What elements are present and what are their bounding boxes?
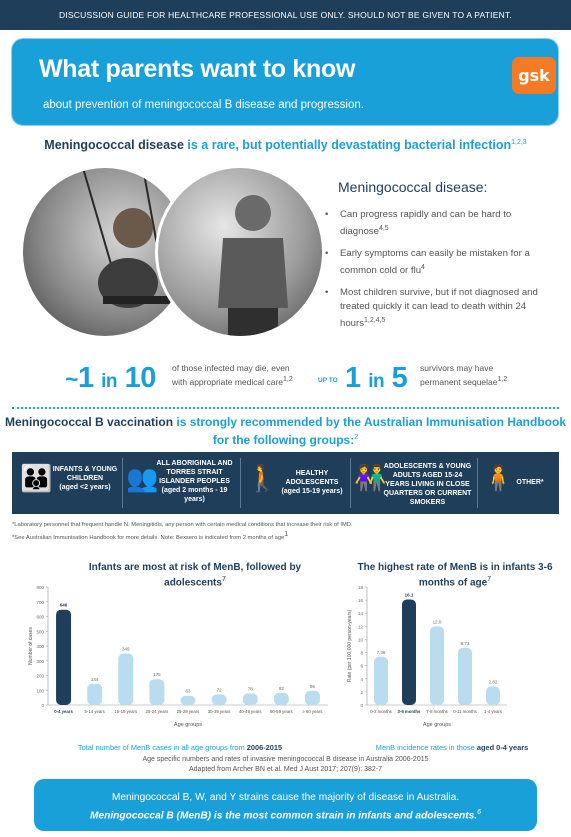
bar-value-label: 82 bbox=[278, 685, 284, 691]
bar bbox=[430, 626, 444, 705]
top-disclaimer-bar: DISCUSSION GUIDE FOR HEALTHCARE PROFESSIONAL USE ONLY. SHOULD NOT BE GIVEN TO A PATIENT. bbox=[0, 0, 571, 30]
disease-point: • Early symptoms can easily be mistaken for a common cold or flu$^4$ bbox=[325, 247, 555, 278]
page-title: What parents want to know bbox=[39, 55, 356, 83]
bar-value-label: 349 bbox=[122, 646, 130, 652]
category-label: 5-14 years bbox=[84, 709, 105, 714]
x-axis-label: Age groups bbox=[422, 722, 452, 728]
category-label: 0-4 years bbox=[54, 709, 73, 714]
bar-value-label: 96 bbox=[309, 683, 315, 689]
young-adults-icon: 👫 bbox=[354, 464, 387, 494]
chart-2-title: The highest rate of MenB is in infants 3-6 months of age$^7$ bbox=[357, 562, 553, 589]
intro-statement bbox=[0, 138, 571, 152]
gsk-logo: gsk bbox=[512, 57, 556, 94]
intro-refs: 1,2,3 bbox=[511, 138, 527, 146]
y-tick-label: 18 bbox=[357, 585, 363, 590]
teenager-photo bbox=[155, 165, 325, 339]
intro-part2: is a rare, but potentially devastating bacterial infection bbox=[187, 138, 512, 152]
person-icon: 🧍 bbox=[482, 464, 515, 494]
y-tick-label: 6 bbox=[360, 663, 363, 669]
chart-source bbox=[0, 755, 571, 775]
y-tick-label: 10 bbox=[357, 637, 363, 643]
chart-1-title: Infants are most at risk of MenB, followed by adolescents$^7$ bbox=[88, 562, 302, 589]
group-divider bbox=[350, 458, 351, 508]
source-line-2: Adapted from Archer BN et al. Med J Aust 2017; 207(9): 382-7 bbox=[189, 766, 382, 773]
bar bbox=[305, 691, 320, 705]
bar bbox=[486, 687, 500, 705]
group-divider bbox=[122, 458, 123, 508]
bar bbox=[374, 657, 388, 705]
recommended-groups-bar bbox=[12, 452, 559, 514]
stat-2-number: 1 in 5 bbox=[345, 362, 408, 394]
bar-value-label: 16.1 bbox=[404, 592, 414, 598]
category-label: 50-59 years bbox=[269, 709, 293, 714]
key-message-box bbox=[34, 779, 537, 831]
footnote-2: *See Australian Immunisation Handbook for more details. Note: Bexsero is indicated from 2 months of age$^1$ bbox=[12, 531, 289, 541]
key-message-line-1: Meningococcal B, W, and Y strains cause the majority of disease in Australia. bbox=[111, 792, 460, 803]
bar bbox=[243, 693, 258, 705]
cases-by-age-chart bbox=[12, 583, 332, 743]
bar bbox=[181, 696, 196, 705]
hero-banner bbox=[11, 38, 559, 126]
y-tick-label: 800 bbox=[36, 585, 44, 590]
bar-value-label: 144 bbox=[90, 676, 99, 682]
y-tick-label: 0 bbox=[41, 703, 44, 708]
y-tick-label: 400 bbox=[36, 644, 44, 649]
group-other: OTHER* bbox=[516, 479, 544, 486]
group-divider bbox=[240, 458, 241, 508]
group-aboriginal: ALL ABORIGINAL AND TORRES STRAIT ISLANDER PEOPLES (aged 2 months - 19 years) bbox=[156, 460, 233, 503]
vaccination-heading: Meningococcal B vaccination is strongly recommended by the Australian Immunisation Handbook for the following groups:$^2$ bbox=[5, 415, 566, 447]
bar-value-label: 12.0 bbox=[432, 619, 442, 625]
y-tick-label: 200 bbox=[36, 673, 44, 679]
category-label: 7-8 months bbox=[426, 709, 448, 714]
bar bbox=[149, 679, 164, 705]
group-divider bbox=[477, 458, 478, 508]
bar-value-label: 175 bbox=[153, 672, 161, 678]
x-axis-label: Age groups bbox=[173, 722, 203, 728]
footnote-1: *Laboratory personnel that frequent handle N. Meningitidis, any person with certain medical conditions that increase their risk of IMD. bbox=[12, 522, 353, 528]
footnotes bbox=[12, 521, 353, 543]
disease-title: Meningococcal disease: bbox=[338, 179, 488, 195]
stat-1-number: ~1 in 10 bbox=[65, 362, 156, 394]
y-tick-label: 16 bbox=[357, 598, 363, 604]
page-subtitle: about prevention of meningococcal B disease and progression. bbox=[43, 99, 364, 111]
y-tick-label: 600 bbox=[36, 614, 44, 620]
y-tick-label: 500 bbox=[36, 629, 44, 635]
bar bbox=[274, 693, 289, 705]
category-label: ≥ 60 years bbox=[302, 709, 323, 714]
bar bbox=[212, 694, 227, 705]
group-infants: INFANTS & YOUNG CHILDREN (aged <2 years) bbox=[52, 466, 118, 491]
y-axis-label: Number of cases bbox=[28, 627, 34, 665]
bar-value-label: 646 bbox=[59, 602, 68, 608]
y-tick-label: 0 bbox=[360, 703, 363, 708]
category-label: 20-24 years bbox=[145, 709, 169, 714]
rate-by-age-chart bbox=[343, 583, 561, 743]
y-tick-label: 100 bbox=[36, 688, 44, 694]
bar-value-label: 8.73 bbox=[460, 640, 470, 646]
bar bbox=[458, 648, 472, 705]
y-tick-label: 12 bbox=[357, 624, 363, 630]
chart-2-caption: MenB incidence rates in those aged 0-4 years bbox=[375, 743, 529, 752]
bar bbox=[402, 599, 416, 705]
bar-value-label: 2.82 bbox=[488, 679, 498, 685]
bar bbox=[118, 654, 133, 705]
y-tick-label: 300 bbox=[36, 658, 44, 664]
intro-part1: Meningococcal disease bbox=[44, 138, 188, 152]
bar-value-label: 72 bbox=[216, 687, 222, 693]
stat-2-prefix: UP TO bbox=[318, 377, 338, 384]
people-group-icon: 👥 bbox=[126, 464, 159, 494]
y-tick-label: 2 bbox=[360, 689, 363, 695]
category-label: 25-29 years bbox=[176, 709, 200, 714]
y-tick-label: 14 bbox=[357, 611, 363, 617]
y-tick-label: 8 bbox=[360, 650, 363, 656]
stat-1-text: of those infected may die, even with appropriate medical care$^{1,2}$ bbox=[172, 363, 293, 387]
category-label: 0-2 months bbox=[370, 709, 392, 714]
chart-1-caption: Total number of MenB cases in all age groups from 2006-2015 bbox=[77, 743, 283, 752]
hero-section bbox=[0, 30, 571, 128]
category-label: 30-39 years bbox=[207, 709, 231, 714]
group-healthy-adolescents: HEALTHY ADOLESCENTS (aged 15-19 years) bbox=[281, 470, 343, 495]
bar bbox=[87, 684, 102, 705]
category-label: 15-19 years bbox=[114, 709, 138, 714]
disease-point: • Can progress rapidly and can be hard to diagnose$^{4,5}$ bbox=[325, 208, 555, 239]
bar bbox=[56, 610, 71, 705]
bar-value-label: 7.36 bbox=[376, 649, 386, 655]
category-label: 40-49 years bbox=[238, 709, 262, 714]
stat-2-text: survivors may have permanent sequelae$^{1,2}$ bbox=[420, 363, 508, 387]
bar-value-label: 78 bbox=[247, 686, 253, 692]
bar-value-label: 63 bbox=[185, 688, 191, 694]
y-tick-label: 700 bbox=[36, 599, 44, 605]
disease-point: • Most children survive, but if not diagnosed and treated quickly it can lead to death within 24 hours$^{1,2,4,5}$ bbox=[325, 286, 555, 331]
dotted-divider bbox=[12, 407, 559, 409]
family-icon: 👪 bbox=[20, 464, 53, 494]
category-label: 1-4 years bbox=[484, 709, 502, 714]
category-label: 3-6 months bbox=[397, 709, 421, 714]
disease-points-list bbox=[325, 208, 555, 340]
category-label: 0-11 months bbox=[453, 709, 477, 714]
key-message-line-2: Meningococcal B (MenB) is the most common strain in infants and adolescents.$^6$ bbox=[89, 809, 482, 822]
group-young-adults: ADOLESCENTS & YOUNG ADULTS AGED 15-24 YEARS LIVING IN CLOSE QUARTERS OR CURRENT SMOKERS bbox=[383, 463, 472, 506]
y-tick-label: 4 bbox=[360, 676, 363, 682]
source-line-1: Age specific numbers and rates of invasive meningococcal B disease in Australia 2006-2015 bbox=[142, 756, 429, 763]
y-axis-label: Rate (per 100,000 person-years) bbox=[347, 609, 353, 683]
adolescent-icon: 🚶 bbox=[246, 464, 279, 494]
